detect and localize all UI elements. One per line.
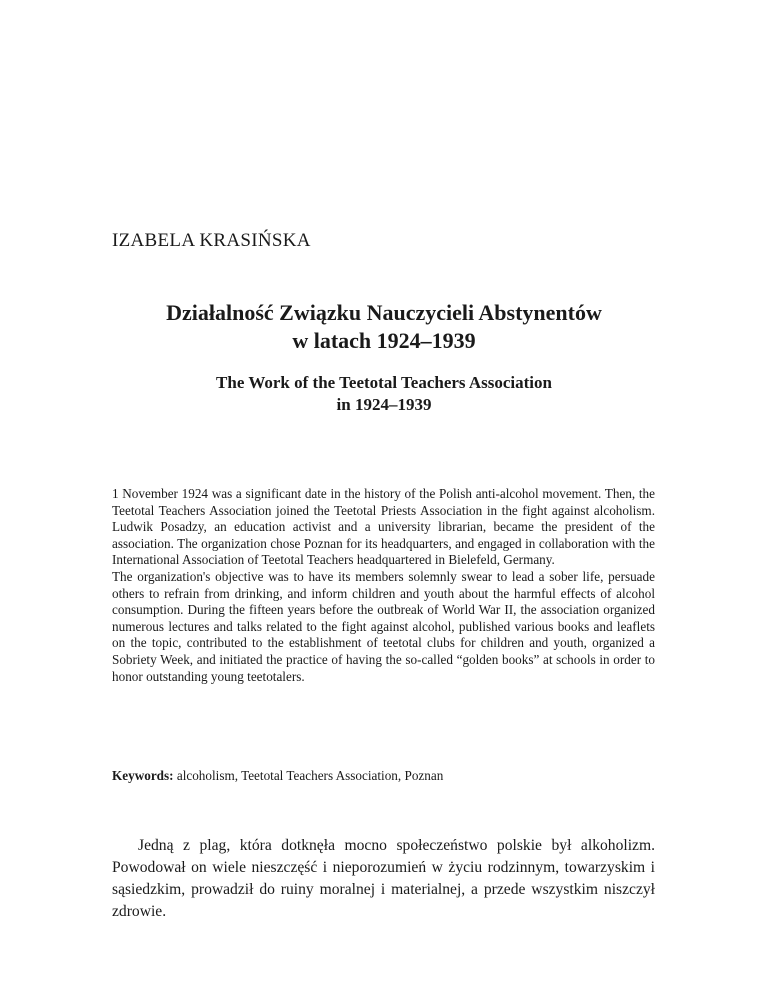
article-title [0, 299, 768, 355]
author-name: IZABELA KRASIŃSKA [112, 230, 311, 251]
abstract [112, 486, 655, 685]
article-subtitle-line1: The Work of the Teetotal Teachers Association [216, 373, 552, 392]
article-title-line2: w latach 1924–1939 [292, 328, 476, 353]
keywords [112, 767, 655, 784]
article-subtitle [0, 372, 768, 416]
body-paragraph-1: Jedną z plag, która dotknęła mocno społeczeństwo polskie był alkoholizm. Powodował on wiele nieszczęść i nieporozumień w życiu rodzinnym, towarzyskim i sąsiedzkim, prowadził do ruiny moralnej i materialnej, a przede wszystkim niszczył zdrowie. [112, 837, 655, 920]
keywords-values: alcoholism, Teetotal Teachers Association, Poznan [176, 768, 444, 783]
abstract-paragraph-1: 1 November 1924 was a significant date in the history of the Polish anti-alcohol movement. Then, the Teetotal Teachers Association joined the Teetotal Priests Association in the fight against alcoholism. Ludwik Posadzy, an education activist and a university librarian, became the president of the association. The organization chose Poznan for its headquarters, and engaged in collaboration with the International Association of Teetotal Teachers headquartered in Bielefeld, Germany. [112, 486, 655, 568]
keywords-label: Keywords: [112, 768, 174, 783]
abstract-paragraph-2: The organization's objective was to have its members solemnly swear to lead a sober life, persuade others to refrain from drinking, and inform children and youth about the harmful effects of alcohol consumption. During the fifteen years before the outbreak of World War II, the association organized numerous lectures and talks related to the fight against alcohol, published various books and leaflets on the topic, contributed to the establishment of teetotal clubs for children and youth, organized a Sobriety Week, and initiated the practice of having the so-called “golden books” at schools in order to honor outstanding young teetotalers. [112, 568, 655, 684]
article-subtitle-line2: in 1924–1939 [336, 395, 432, 414]
article-title-line1: Działalność Związku Nauczycieli Abstynentów [166, 300, 602, 325]
